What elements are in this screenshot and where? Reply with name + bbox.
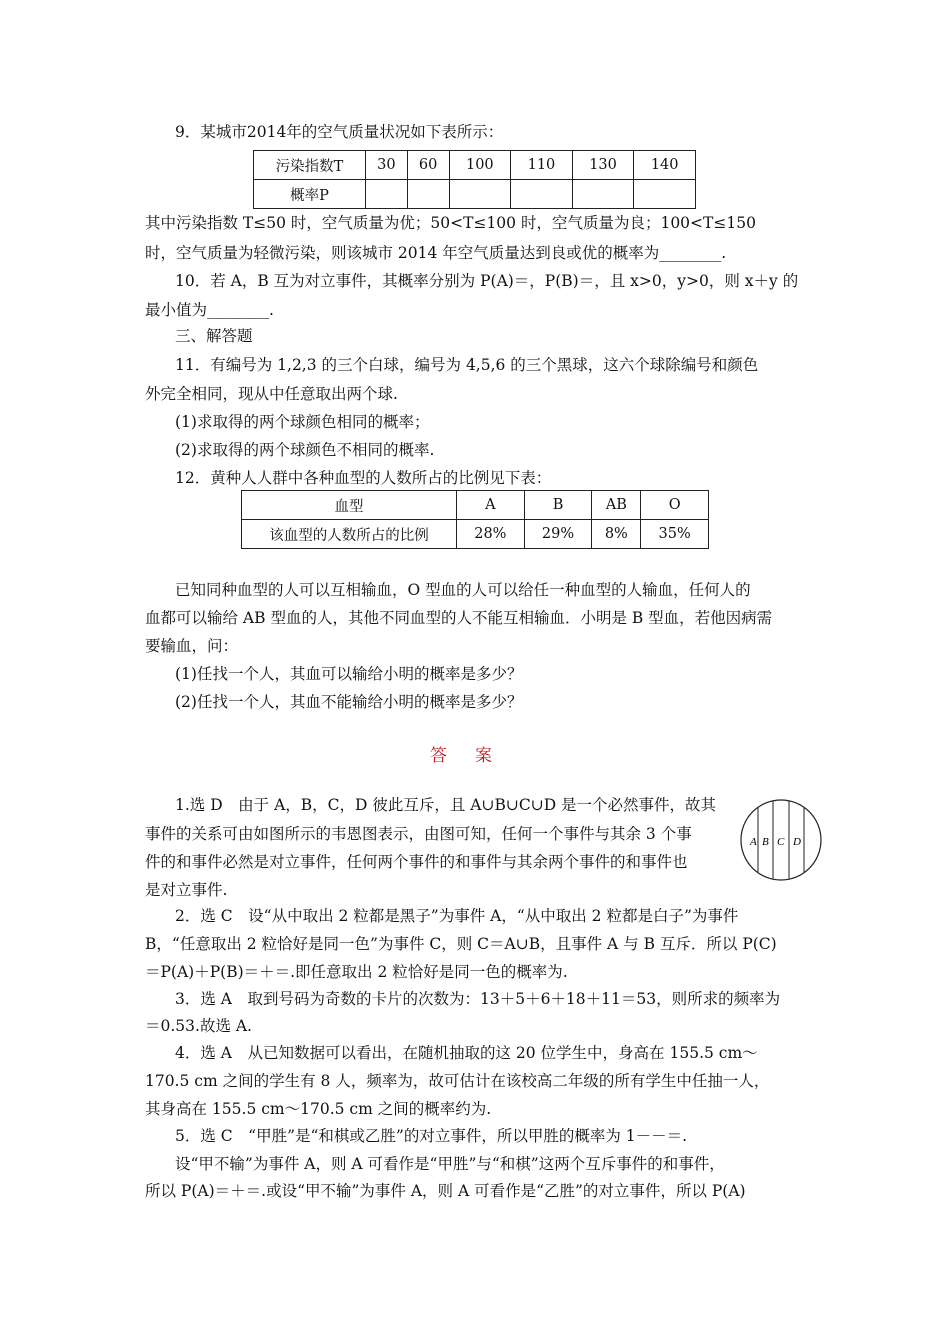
- q11-text-line-1: 11．有编号为 1,2,3 的三个白球，编号为 4,5,6 的三个黑球，这六个球除编号和颜色: [175, 356, 759, 374]
- table-row: [254, 180, 696, 209]
- q12-text-line-2: 血都可以输给 AB 型血的人，其他不同血型的人不能互相输血．小明是 B 型血，若他因病需: [145, 609, 773, 627]
- answer-3-line-2: ＝0.53.故选 A.: [145, 1017, 252, 1035]
- table-row: [254, 151, 696, 180]
- answer-2-line-2: B，“任意取出 2 粒恰好是同一色”为事件 C，则 C＝A∪B，且事件 A 与 B 互斥．所以 P(C): [145, 935, 777, 953]
- q12-text-line-1: 已知同种血型的人可以互相输血，O 型血的人可以给任一种血型的人输血，任何人的: [175, 581, 751, 599]
- table-row: [242, 520, 709, 549]
- table-cell: 血型: [242, 491, 457, 520]
- q11-part-2: (2)求取得的两个球颜色不相同的概率.: [175, 441, 435, 459]
- q10-text-line-2: 最小值为________.: [145, 301, 274, 319]
- table-cell: 29%: [524, 520, 592, 549]
- answer-5-line-2: 设“甲不输”为事件 A，则 A 可看作是“甲胜”与“和棋”这两个互斥事件的和事件，: [175, 1155, 725, 1173]
- answer-4-line-2: 170.5 cm 之间的学生有 8 人，频率为，故可估计在该校高二年级的所有学生中任抽一人，: [145, 1072, 770, 1090]
- venn-label-d: D: [793, 836, 801, 848]
- table-cell: 8%: [592, 520, 641, 549]
- venn-diagram: [739, 798, 823, 882]
- q11-part-1: (1)求取得的两个球颜色相同的概率；: [175, 413, 430, 431]
- venn-label-c: C: [777, 836, 785, 848]
- table-cell: 130: [572, 151, 634, 180]
- table-cell: 60: [407, 151, 449, 180]
- answer-5-line-1: 5．选 C “甲胜”是“和棋或乙胜”的对立事件，所以甲胜的概率为 1－－＝.: [175, 1127, 688, 1145]
- q9-text-line-1: 其中污染指数 T≤50 时，空气质量为优；50<T≤100 时，空气质量为良；100<T≤150: [145, 214, 756, 232]
- answer-title: 答案: [430, 746, 520, 766]
- table-cell: [572, 180, 634, 209]
- answer-5-line-3: 所以 P(A)＝＋＝.或设“甲不输”为事件 A，则 A 可看作是“乙胜”的对立事件，所以 P(A): [145, 1182, 746, 1200]
- answer-2-line-1: 2．选 C 设“从中取出 2 粒都是黑子”为事件 A，“从中取出 2 粒都是白子”为事件: [175, 907, 739, 925]
- q10-text-line-1: 10．若 A，B 互为对立事件，其概率分别为 P(A)＝，P(B)＝，且 x>0，y>0，则 x＋y 的: [175, 272, 799, 290]
- table-cell: AB: [592, 491, 641, 520]
- q11-text-line-2: 外完全相同，现从中任意取出两个球.: [145, 385, 398, 403]
- table-cell: [511, 180, 573, 209]
- table-cell: B: [524, 491, 592, 520]
- answer-2-line-3: ＝P(A)＋P(B)＝＋＝.即任意取出 2 粒恰好是同一色的概率为.: [145, 963, 568, 981]
- answer-4-line-1: 4．选 A 从已知数据可以看出，在随机抽取的这 20 位学生中，身高在 155.5 cm～: [175, 1044, 758, 1062]
- venn-label-b: B: [762, 836, 769, 848]
- q12-table: [241, 490, 709, 549]
- table-cell: [407, 180, 449, 209]
- venn-label-a: A: [750, 836, 757, 848]
- table-cell: 该血型的人数所占的比例: [242, 520, 457, 549]
- table-cell: 28%: [457, 520, 525, 549]
- q12-part-1: (1)任找一个人，其血可以输给小明的概率是多少？: [175, 665, 523, 683]
- table-cell: A: [457, 491, 525, 520]
- answer-1-line-4: 是对立事件.: [145, 881, 228, 899]
- table-cell: 概率P: [254, 180, 366, 209]
- q9-intro: 9．某城市2014年的空气质量状况如下表所示：: [175, 123, 504, 141]
- answer-3-line-1: 3．选 A 取到号码为奇数的卡片的次数为：13＋5＋6＋18＋11＝53，则所求的频率为: [175, 990, 781, 1008]
- table-cell: 110: [511, 151, 573, 180]
- answer-4-line-3: 其身高在 155.5 cm～170.5 cm 之间的概率约为.: [145, 1100, 492, 1118]
- q12-intro: 12．黄种人人群中各种血型的人数所占的比例见下表：: [175, 469, 552, 487]
- answer-1-line-1: 1.选 D 由于 A，B，C，D 彼此互斥，且 A∪B∪C∪D 是一个必然事件，故其: [175, 796, 717, 814]
- table-cell: O: [641, 491, 709, 520]
- table-cell: [634, 180, 696, 209]
- q9-text-line-2: 时，空气质量为轻微污染，则该城市 2014 年空气质量达到良或优的概率为________.: [145, 244, 727, 262]
- table-cell: 污染指数T: [254, 151, 366, 180]
- answer-1-line-3: 件的和事件必然是对立事件，任何两个事件的和事件与其余两个事件的和事件也: [145, 853, 688, 871]
- q9-table: [253, 150, 696, 209]
- table-cell: 100: [449, 151, 511, 180]
- q12-part-2: (2)任找一个人，其血不能输给小明的概率是多少？: [175, 693, 523, 711]
- table-cell: 140: [634, 151, 696, 180]
- q12-text-line-3: 要输血，问：: [145, 637, 239, 655]
- table-cell: 30: [366, 151, 408, 180]
- section-heading: 三、解答题: [175, 327, 253, 345]
- table-cell: [449, 180, 511, 209]
- table-cell: [366, 180, 408, 209]
- table-row: [242, 491, 709, 520]
- answer-1-line-2: 事件的关系可由如图所示的韦恩图表示，由图可知，任何一个事件与其余 3 个事: [145, 825, 692, 843]
- table-cell: 35%: [641, 520, 709, 549]
